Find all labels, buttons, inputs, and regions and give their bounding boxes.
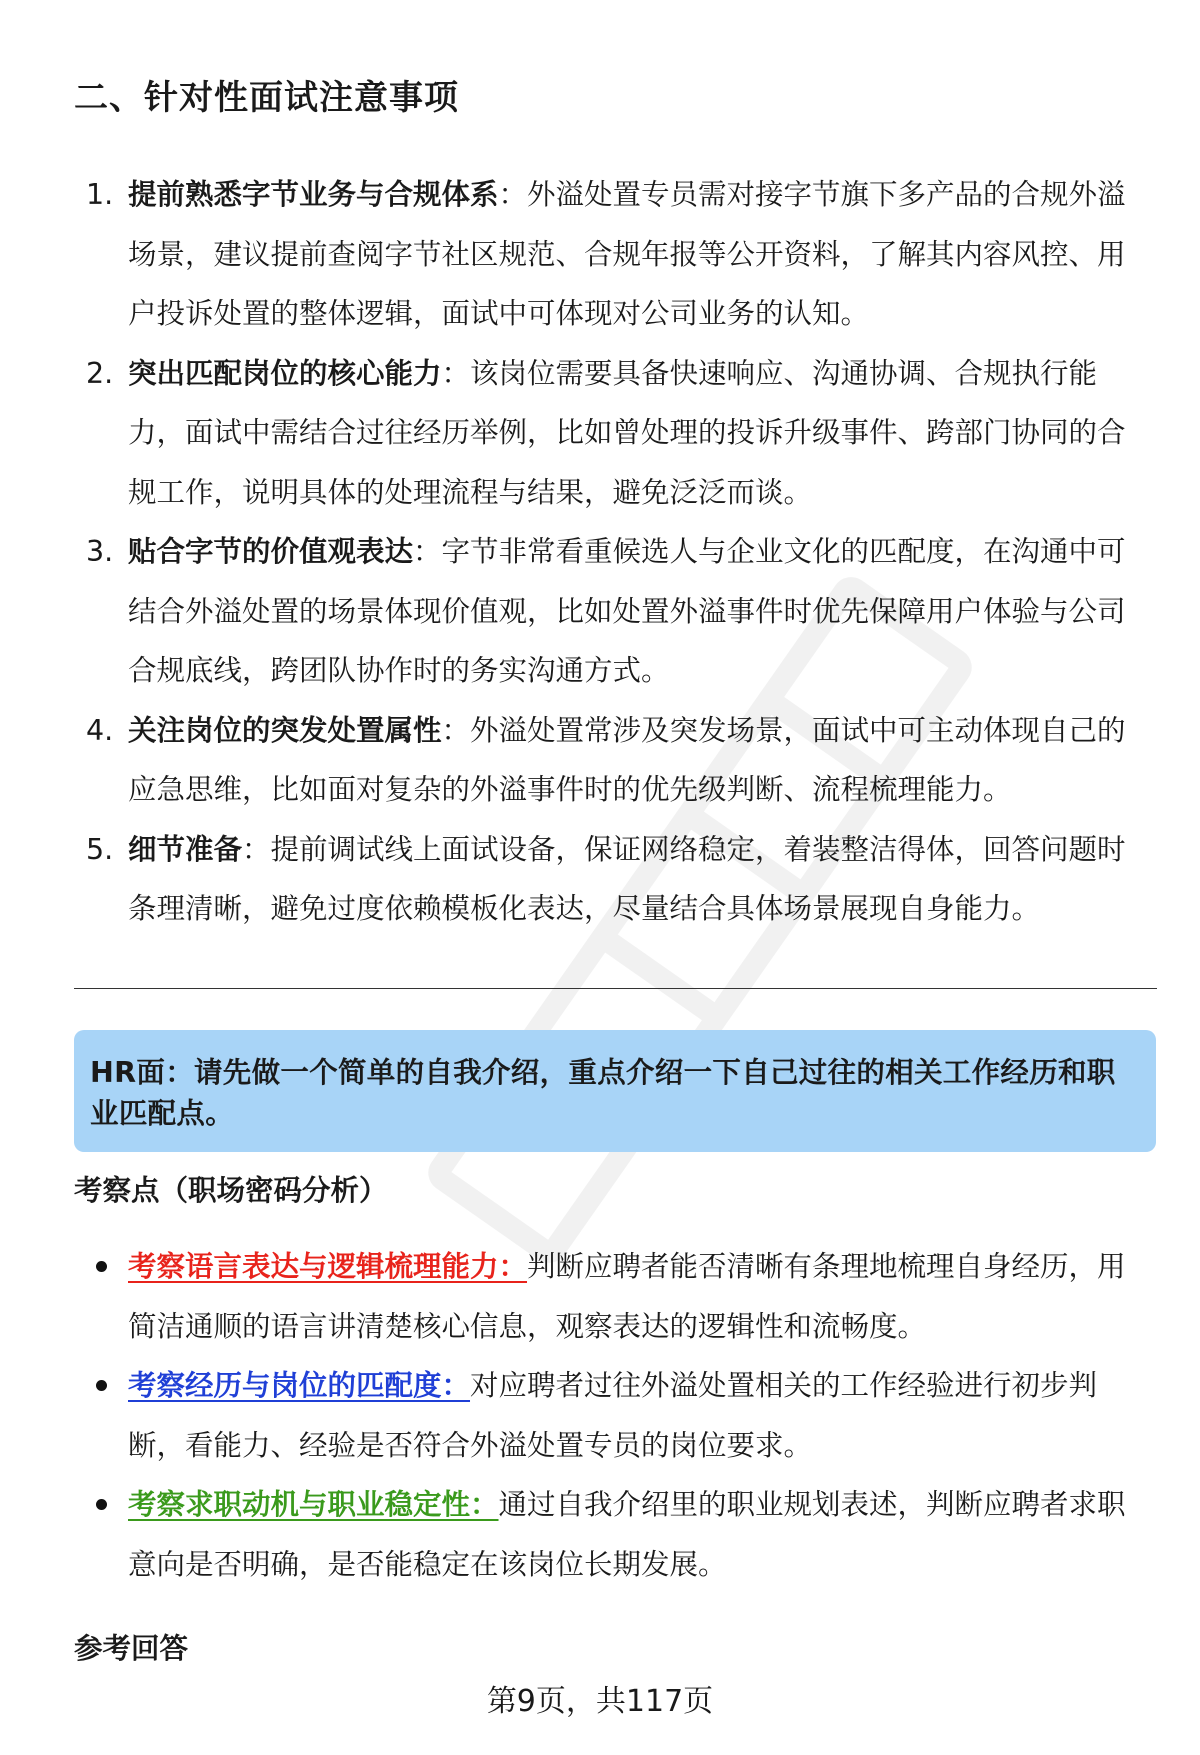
list-item: [74, 1475, 1149, 1594]
page-footer: 第9页，共117页: [486, 1684, 714, 1719]
analysis-title: 考察点（职场密码分析）: [74, 1174, 388, 1207]
list-number: 4.: [86, 713, 114, 747]
point-body: 通过自我介绍里的职业规划表述，判断应聘者求职意向是否明确，是否能稳定在该岗位长期发展。: [128, 1488, 1126, 1581]
tip-body: ：该岗位需要具备快速响应、沟通协调、合规执行能力，面试中需结合过往经历举例，比如曾处理的投诉升级事件、跨部门协同的合规工作，说明具体的处理流程与结果，避免泛泛而谈。: [128, 356, 1126, 509]
list-item: [74, 1356, 1149, 1475]
section-divider: [74, 988, 1157, 989]
reference-title: 参考回答: [74, 1632, 189, 1665]
list-number: 5.: [86, 832, 114, 866]
tip-body: ：提前调试线上面试设备，保证网络稳定，着装整洁得体，回答问题时条理清晰，避免过度依赖模板化表达，尽量结合具体场景展现自身能力。: [128, 832, 1126, 925]
bullet-icon: [96, 1380, 107, 1391]
point-keyword: 考察语言表达与逻辑梳理能力：: [128, 1250, 528, 1283]
points-list: [74, 1237, 1149, 1594]
point-keyword: 考察经历与岗位的匹配度：: [128, 1369, 471, 1402]
point-body: 对应聘者过往外溢处置相关的工作经验进行初步判断，看能力、经验是否符合外溢处置专员的岗位要求。: [128, 1369, 1098, 1462]
tip-lead: 突出匹配岗位的核心能力: [128, 356, 442, 390]
list-item: [74, 701, 1149, 820]
list-item: [74, 344, 1149, 523]
list-item: [74, 522, 1149, 701]
tip-lead: 关注岗位的突发处置属性: [128, 713, 442, 747]
hr-question-box: HR面：请先做一个简单的自我介绍，重点介绍一下自己过往的相关工作经历和职业匹配点。: [74, 1030, 1156, 1152]
tip-lead: 细节准备: [128, 832, 243, 866]
bullet-icon: [96, 1499, 107, 1510]
point-body: 判断应聘者能否清晰有条理地梳理自身经历，用简洁通顺的语言讲清楚核心信息，观察表达的逻辑性和流畅度。: [128, 1250, 1126, 1343]
tip-body: ：外溢处置常涉及突发场景，面试中可主动体现自己的应急思维，比如面对复杂的外溢事件时的优先级判断、流程梳理能力。: [128, 713, 1126, 806]
list-item: [74, 165, 1149, 344]
tip-lead: 贴合字节的价值观表达: [128, 535, 414, 568]
tips-list: [74, 165, 1149, 939]
section-title: 二、针对性面试注意事项: [74, 78, 459, 118]
tip-body: ：字节非常看重候选人与企业文化的匹配度，在沟通中可结合外溢处置的场景体现价值观，比如处置外溢事件时优先保障用户体验与公司合规底线，跨团队协作时的务实沟通方式。: [128, 535, 1126, 687]
list-number: 1.: [86, 178, 114, 211]
list-item: [74, 820, 1149, 939]
list-number: 2.: [86, 356, 114, 390]
tip-lead: 提前熟悉字节业务与合规体系: [128, 178, 499, 211]
list-number: 3.: [86, 535, 114, 568]
bullet-icon: [96, 1261, 107, 1272]
list-item: [74, 1237, 1149, 1356]
tip-body: ：外溢处置专员需对接字节旗下多产品的合规外溢场景，建议提前查阅字节社区规范、合规年报等公开资料，了解其内容风控、用户投诉处置的整体逻辑，面试中可体现对公司业务的认知。: [128, 178, 1126, 330]
point-keyword: 考察求职动机与职业稳定性：: [128, 1488, 499, 1521]
